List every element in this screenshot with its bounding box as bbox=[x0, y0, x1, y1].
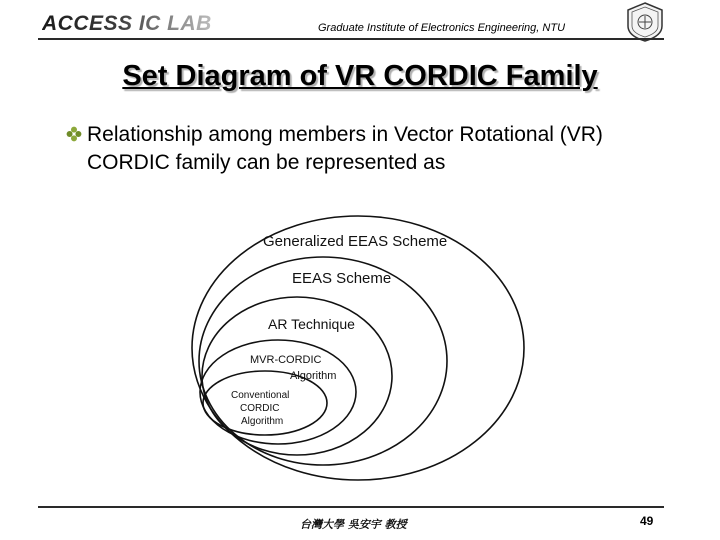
label-generalized-eeas: Generalized EEAS Scheme bbox=[263, 233, 448, 250]
footer-author: 台灣大學 吳安宇 教授 bbox=[300, 518, 407, 531]
label-ar: AR Technique bbox=[268, 316, 355, 332]
slide-title: Set Diagram of VR CORDIC Family bbox=[122, 60, 598, 92]
lab-logo-text: ACCESS IC LAB bbox=[42, 12, 212, 35]
institute-name: Graduate Institute of Electronics Engineering, NTU bbox=[318, 22, 566, 34]
footer-rule bbox=[38, 506, 664, 508]
label-conventional-line3: Algorithm bbox=[241, 416, 284, 427]
label-conventional-line1: Conventional bbox=[231, 390, 290, 401]
label-conventional-line2: CORDIC bbox=[240, 403, 280, 414]
label-eeas: EEAS Scheme bbox=[292, 270, 392, 287]
label-mvr-line2: Algorithm bbox=[290, 370, 337, 382]
page-number: 49 bbox=[640, 514, 654, 528]
label-mvr-line1: MVR-CORDIC bbox=[250, 354, 322, 366]
bullet-text: Relationship among members in Vector Rotational (VR) CORDIC family can be represented as bbox=[87, 123, 603, 174]
